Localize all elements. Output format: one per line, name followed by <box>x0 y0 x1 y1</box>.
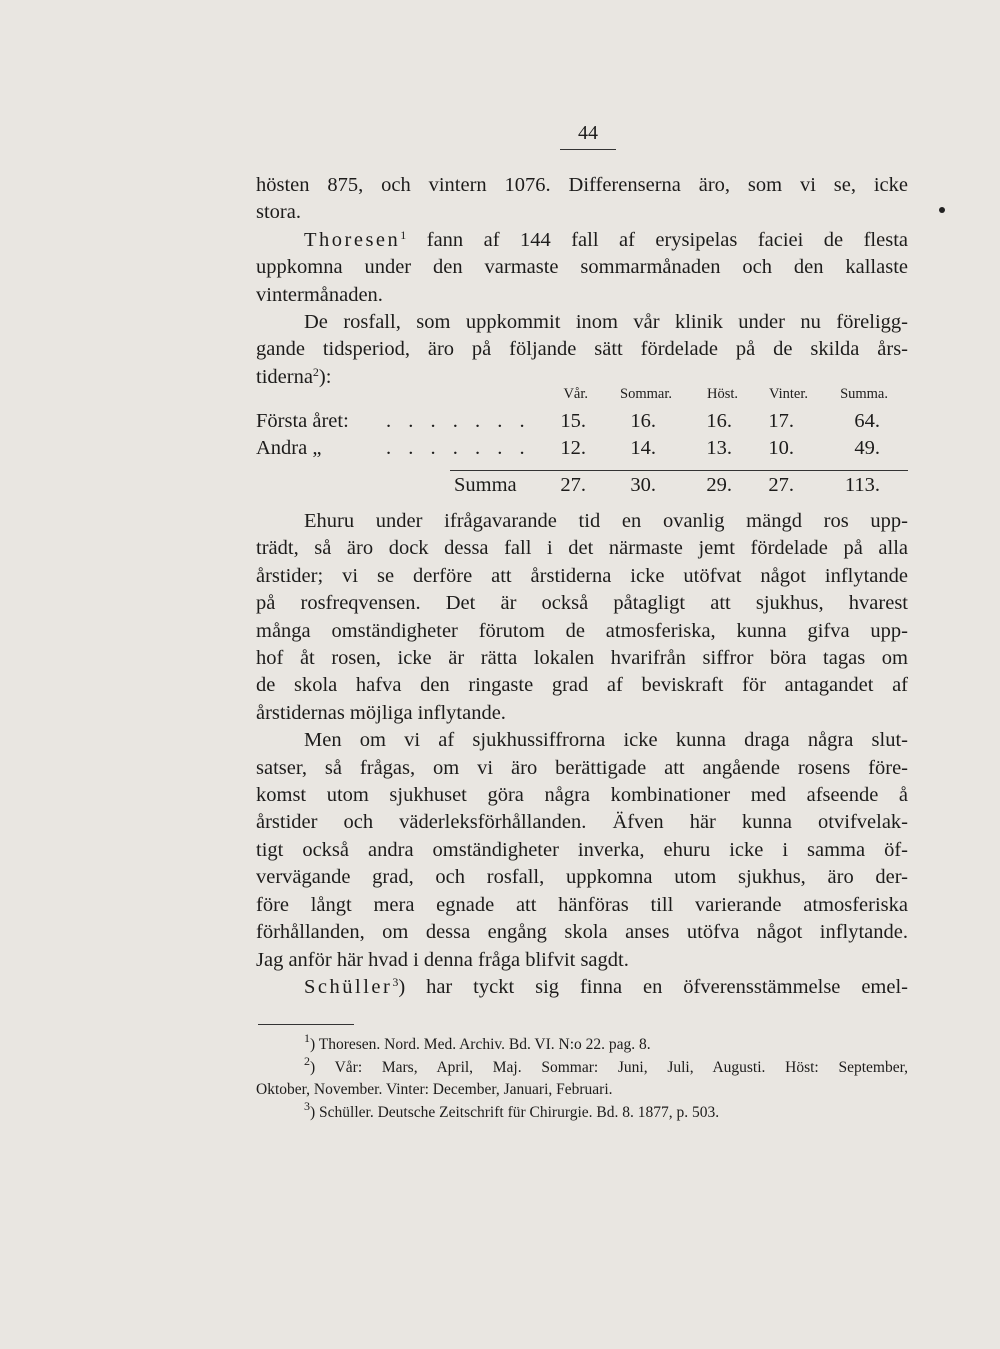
table-row <box>256 437 908 464</box>
footnote-rule <box>258 1024 354 1025</box>
text-line: tiderna$^2$): <box>256 364 332 388</box>
text-line: uppkomna under den varmaste sommarmånaden och den kallaste <box>256 256 908 279</box>
row-label: Första året: <box>256 410 349 432</box>
text-line: trädt, så äro dock dessa fall i det närmaste jemt fördelade på alla <box>256 537 908 560</box>
footnote: $^3$) Schüller. Deutsche Zeitschrift für Chirurgie. Bd. 8. 1877, p. 503. <box>304 1098 720 1121</box>
footnote-marker: 1 <box>400 227 407 242</box>
total-cell: 30. <box>630 474 656 496</box>
footnote-marker: 2 <box>312 364 319 379</box>
column-header: Vår. <box>563 386 588 402</box>
table-cell: 17. <box>768 410 794 432</box>
column-header: Summa. <box>840 386 888 402</box>
table-cell: 49. <box>854 437 880 459</box>
text-line: satser, så frågas, om vi äro berättigade att angående rosens före- <box>256 756 908 779</box>
text-line: Thoresen$^1$ fann af 144 fall af erysipelas faciei de flesta <box>304 227 908 251</box>
total-cell: 27. <box>560 474 586 496</box>
text-line: Men om vi af sjukhussiffrorna icke kunna draga några slut- <box>304 729 908 752</box>
text-line: hösten 875, och vintern 1076. Differenserna äro, som vi se, icke <box>256 174 908 196</box>
footnote-marker: 1 <box>304 1031 310 1045</box>
seasonal-table <box>256 386 908 501</box>
text-line: de skola hafva den ringaste grad af beviskraft för antagandet af <box>256 674 908 697</box>
leader-dots: . . . . . . . <box>386 437 531 459</box>
text-line: stora. <box>256 201 301 224</box>
table-cell: 15. <box>560 410 586 432</box>
body-text-lower <box>256 508 908 1001</box>
body-text-upper <box>256 172 908 391</box>
text-line: tigt också andra omständigheter inverka, ehuru icke i samma öf- <box>256 838 908 861</box>
table-row <box>256 410 908 437</box>
text-line: på rosfreqvensen. Det är också påtagligt att sjukhus, hvarest <box>256 592 908 615</box>
footnote-continuation: Oktober, November. Vinter: December, Januari, Februari. <box>256 1081 613 1098</box>
table-cell: 10. <box>768 437 794 459</box>
total-label: Summa <box>454 474 517 496</box>
text-line: vervägande grad, och rosfall, uppkomna utom sjukhus, äro der- <box>256 866 908 889</box>
total-cell: 27. <box>768 474 794 496</box>
table-rule <box>450 470 908 471</box>
table-cell: 14. <box>630 437 656 459</box>
column-header: Vinter. <box>769 386 808 402</box>
row-label: Andra „ <box>256 437 322 459</box>
author-name: Thoresen <box>304 228 401 251</box>
footnotes <box>256 1031 908 1124</box>
footnote: $^1$) Thoresen. Nord. Med. Archiv. Bd. VI. N:o 22. pag. 8. <box>304 1031 651 1053</box>
text-line: Schüller$^3$) har tyckt sig finna en öfverensstämmelse emel- <box>304 974 908 998</box>
text-line: komst utom sjukhuset göra några kombinationer med afseende å <box>256 784 908 807</box>
author-name: Schüller <box>304 975 393 998</box>
total-cell: 113. <box>844 474 880 496</box>
text-line: många omständigheter förutom de atmosferiska, kunna gifva upp- <box>256 619 908 642</box>
footnote-marker: 3 <box>304 1098 310 1113</box>
text-line: gande tidsperiod, äro på följande sätt fördelade på de skilda års- <box>256 338 908 361</box>
table-cell: 64. <box>854 410 880 432</box>
text-line: årstider; vi se derföre att årstiderna icke utöfvat något inflytande <box>256 564 908 587</box>
ink-speck <box>939 207 945 213</box>
text-line: vintermånaden. <box>256 283 383 306</box>
table-cell: 13. <box>706 437 732 459</box>
table-cell: 12. <box>560 437 586 459</box>
text-line: Jag anför här hvad i denna fråga blifvit sagdt. <box>256 948 629 971</box>
total-cell: 29. <box>706 474 732 496</box>
column-header: Sommar. <box>620 386 672 402</box>
table-cell: 16. <box>706 410 732 432</box>
text-line: förhållanden, om dessa engång skola anses utöfva något inflytande. <box>256 921 908 944</box>
text-line: Ehuru under ifrågavarande tid en ovanlig mängd ros upp- <box>304 510 908 532</box>
text-line: hof åt rosen, icke är rätta lokalen hvarifrån siffror böra tagas om <box>256 647 908 670</box>
text-line: De rosfall, som uppkommit inom vår klinik under nu föreligg- <box>304 311 908 334</box>
text-line: före långt mera egnade att hänföras till varierande atmosferiska <box>256 893 908 916</box>
column-header: Höst. <box>706 386 738 402</box>
table-total-row <box>256 474 908 501</box>
footnote-marker: 2 <box>304 1053 310 1068</box>
footnote: $^2$) Vår: Mars, April, Maj. Sommar: Juni, Juli, Augusti. Höst: September, <box>304 1053 908 1076</box>
table-cell: 16. <box>630 410 656 432</box>
text-line: årstider och väderleksförhållanden. Äfven här kunna otvifvelak- <box>256 811 908 834</box>
leader-dots: . . . . . . . <box>386 410 531 432</box>
text-line: årstidernas möjliga inflytande. <box>256 701 506 724</box>
table-header <box>256 386 908 410</box>
footnote-marker: 3 <box>392 974 399 989</box>
page-number: 44 <box>560 122 616 150</box>
